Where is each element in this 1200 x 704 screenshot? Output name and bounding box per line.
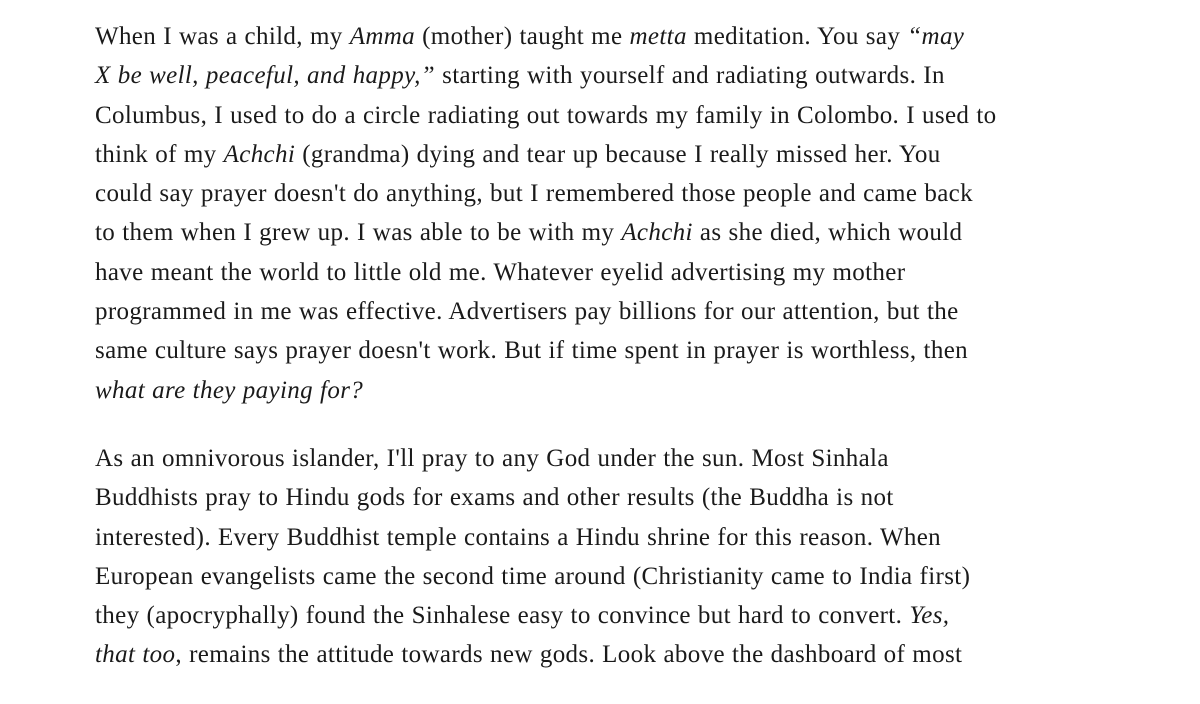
paragraph xyxy=(95,17,997,410)
text-line xyxy=(95,518,997,557)
text: same culture says prayer doesn't work. But if time spent in prayer is worthless, then xyxy=(95,337,969,365)
text: think of my xyxy=(95,140,224,168)
italic-text: Achchi xyxy=(223,140,296,168)
italic-text: Yes, xyxy=(909,602,950,630)
text: interested). Every Buddhist temple contains a Hindu shrine for this reason. When xyxy=(95,523,942,551)
italic-text: Achchi xyxy=(621,219,693,247)
text: Buddhists pray to Hindu gods for exams and other results (the Buddha is not xyxy=(95,484,894,512)
text: European evangelists came the second time around (Christianity came to India first) xyxy=(95,562,971,590)
text: (mother) taught me xyxy=(415,23,630,50)
text: meditation. You say xyxy=(686,23,908,50)
text-line xyxy=(95,135,997,174)
text-line xyxy=(95,596,997,635)
text-line xyxy=(95,292,997,331)
text-line xyxy=(95,478,997,517)
text-line xyxy=(95,17,997,56)
text: starting with yourself and radiating outwards. In xyxy=(435,62,945,90)
text: When I was a child, my xyxy=(95,23,350,50)
text: could say prayer doesn't do anything, but I remembered those people and came back xyxy=(95,180,973,208)
text-line xyxy=(95,213,997,252)
text: as she died, which would xyxy=(692,219,963,247)
text: , remains the attitude towards new gods. Look above the dashboard of most xyxy=(175,641,963,669)
text-line xyxy=(95,557,997,596)
text-line xyxy=(95,56,997,95)
italic-text: X be well, peaceful, and happy,” xyxy=(95,62,436,90)
text: have meant the world to little old me. Whatever eyelid advertising my mother xyxy=(95,258,906,286)
text-line xyxy=(95,96,997,135)
paragraph xyxy=(95,439,997,675)
text: (grandma) dying and tear up because I really missed her. You xyxy=(295,140,941,168)
italic-text: what are they paying for? xyxy=(95,376,364,404)
text-line xyxy=(95,253,997,292)
text-line xyxy=(95,331,997,370)
text-line xyxy=(95,439,997,478)
text-line xyxy=(95,371,997,410)
text-line xyxy=(95,174,997,213)
text: they (apocryphally) found the Sinhalese easy to convince but hard to convert. xyxy=(95,602,910,630)
text-line xyxy=(95,635,997,674)
text: As an omnivorous islander, I'll pray to any God under the sun. Most Sinhala xyxy=(95,444,889,472)
text: to them when I grew up. I was able to be with my xyxy=(95,219,622,247)
italic-text: that too xyxy=(95,641,176,669)
article-body xyxy=(95,17,997,704)
text: programmed in me was effective. Advertisers pay billions for our attention, but the xyxy=(95,298,959,326)
italic-text: Amma xyxy=(349,23,416,50)
italic-text: “may xyxy=(907,23,965,50)
italic-text: metta xyxy=(629,23,687,50)
text: Columbus, I used to do a circle radiating out towards my family in Colombo. I used to xyxy=(95,101,997,129)
